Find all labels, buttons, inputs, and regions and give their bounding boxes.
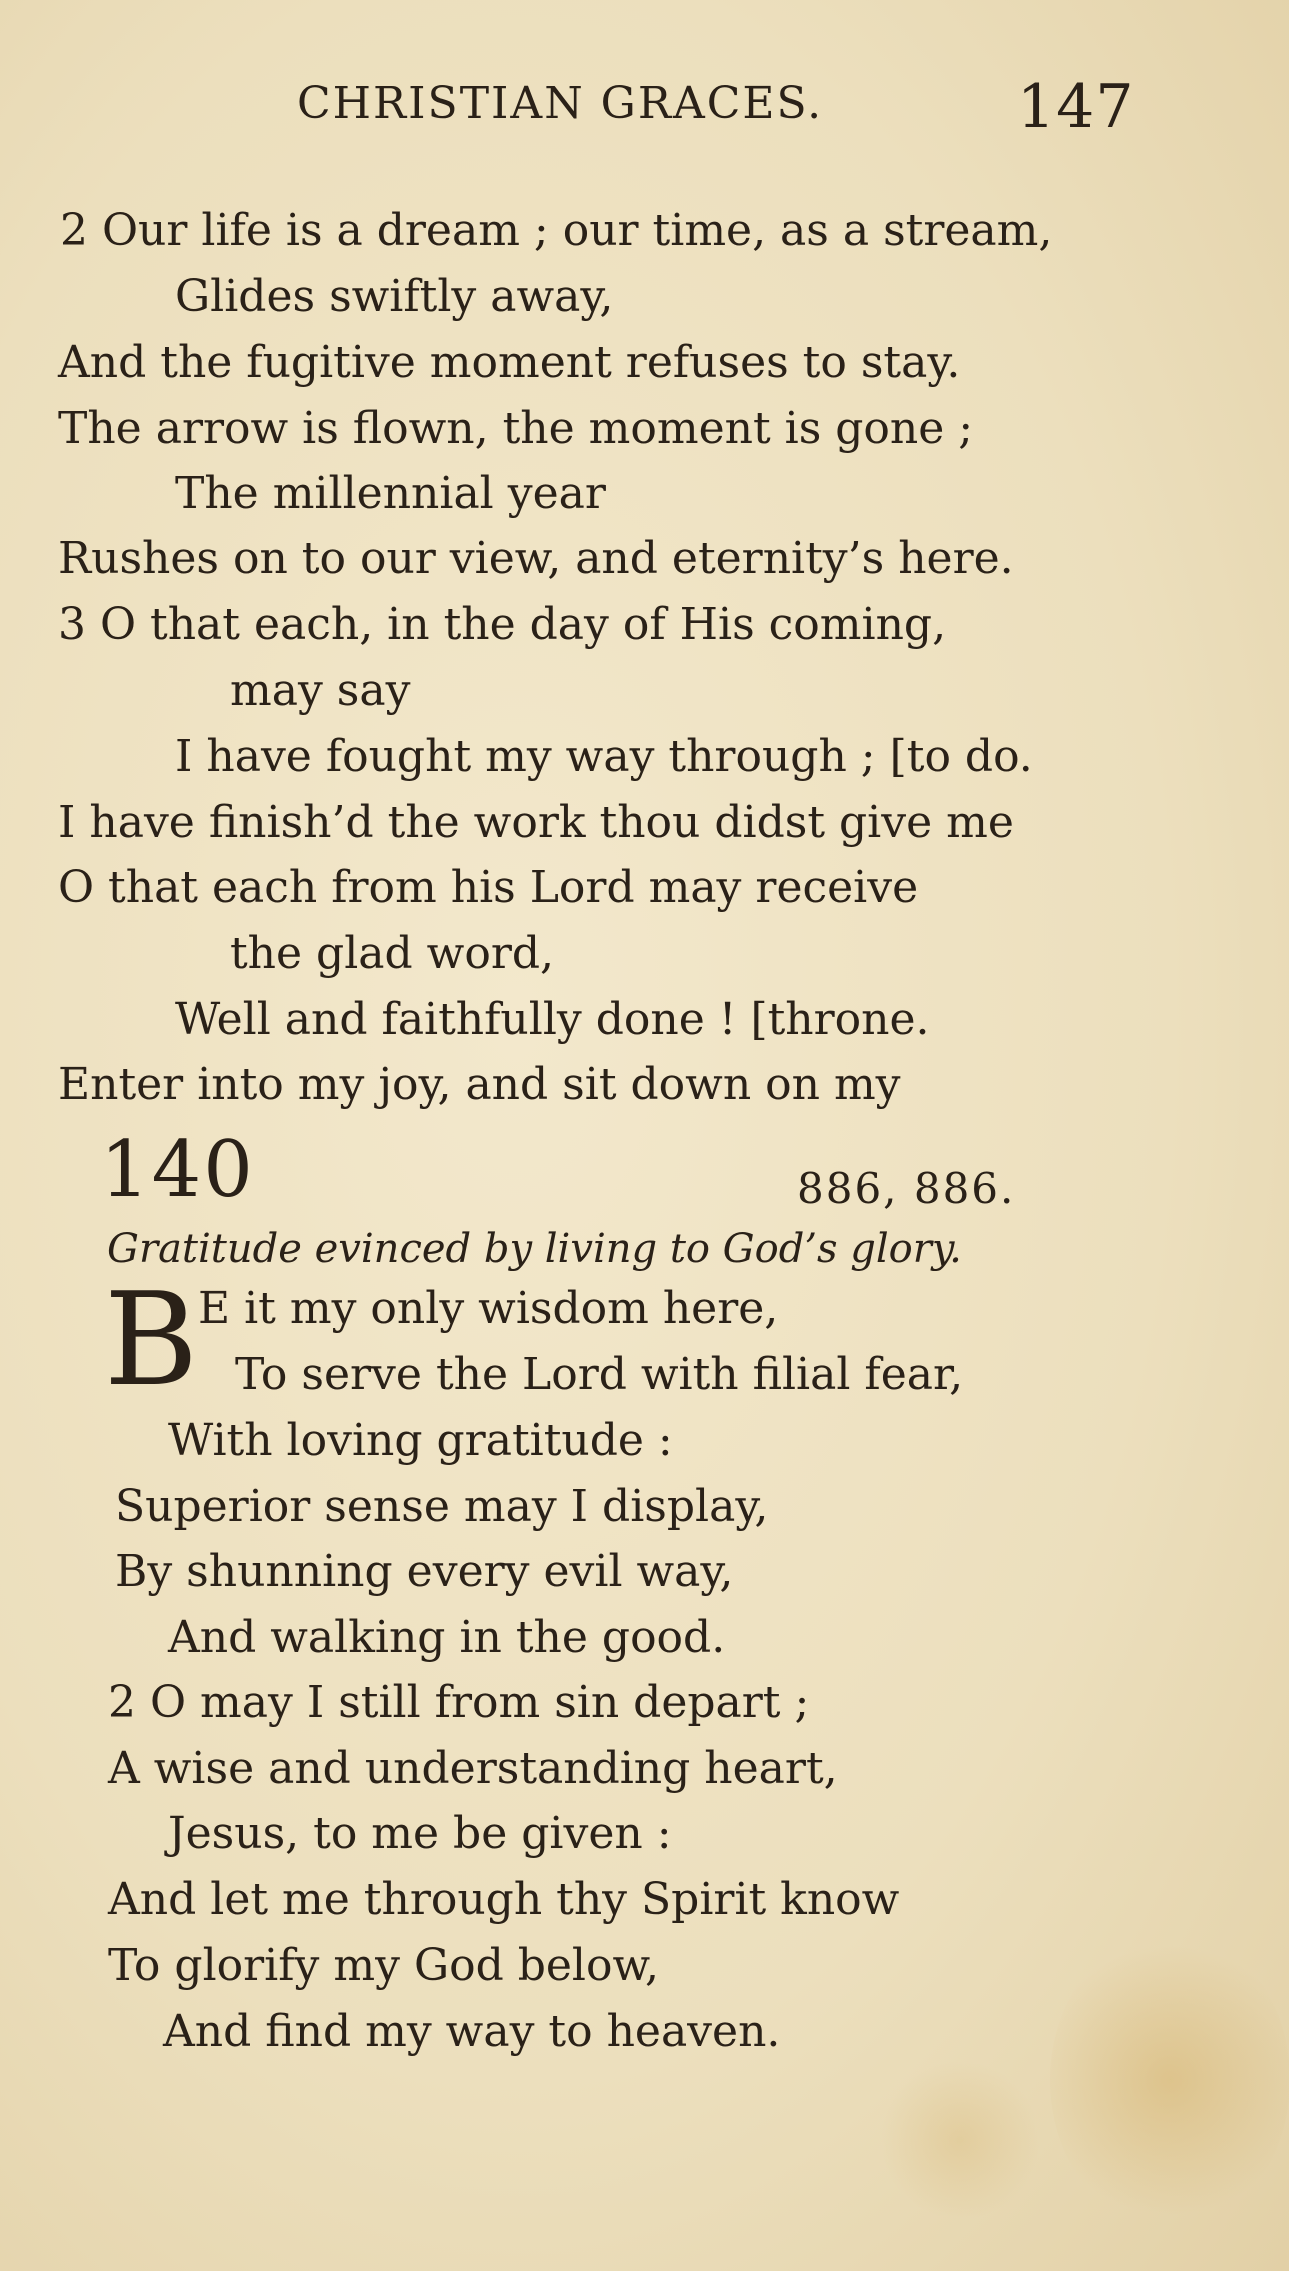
- verse-line: Glides swiftly away,: [175, 271, 614, 322]
- verse-line: To glorify my God below,: [108, 1940, 659, 1991]
- drop-cap: B: [104, 1266, 199, 1415]
- verse-line: 3 O that each, in the day of His coming,: [58, 599, 947, 650]
- hymn-number: 140: [100, 1125, 255, 1215]
- verse-line: A wise and understanding heart,: [108, 1743, 838, 1794]
- verse-line: I have finish’d the work thou didst give me: [58, 797, 1014, 848]
- verse-line: O that each from his Lord may receive: [58, 862, 919, 913]
- verse-line: And the fugitive moment refuses to stay.: [58, 337, 961, 388]
- verse-line: By shunning every evil way,: [115, 1546, 734, 1597]
- hymn-title: Gratitude evinced by living to God’s glory.: [107, 1226, 962, 1272]
- paper-stain: [1050, 1930, 1289, 2230]
- hymn-meter: 886, 886.: [797, 1164, 1016, 1213]
- verse-line: Jesus, to me be given :: [168, 1808, 672, 1859]
- verse-line: With loving gratitude :: [168, 1415, 673, 1466]
- paper-stain: [880, 2060, 1040, 2220]
- verse-line: 2 O may I still from sin depart ;: [108, 1677, 810, 1728]
- page-number: 147: [1017, 72, 1135, 142]
- verse-line: may say: [230, 665, 411, 716]
- verse-line: The millennial year: [175, 468, 606, 519]
- verse-line: And find my way to heaven.: [163, 2006, 781, 2057]
- verse-line: the glad word,: [230, 928, 555, 979]
- running-header: [0, 72, 1289, 148]
- verse-line: Superior sense may I display,: [115, 1481, 769, 1532]
- verse-line: Rushes on to our view, and eternity’s here.: [58, 533, 1014, 584]
- verse-line: I have fought my way through ; [to do.: [175, 731, 1033, 782]
- verse-line: 2 Our life is a dream ; our time, as a stream,: [60, 205, 1053, 256]
- verse-line: And walking in the good.: [168, 1612, 726, 1663]
- verse-line: The arrow is flown, the moment is gone ;: [58, 403, 974, 454]
- header-title: CHRISTIAN GRACES.: [297, 78, 824, 129]
- verse-line: Enter into my joy, and sit down on my: [58, 1059, 901, 1110]
- verse-line: E it my only wisdom here,: [198, 1283, 779, 1334]
- verse-line: Well and faithfully done ! [throne.: [175, 994, 930, 1045]
- verse-line: To serve the Lord with filial fear,: [235, 1349, 964, 1400]
- verse-line: And let me through thy Spirit know: [108, 1874, 900, 1925]
